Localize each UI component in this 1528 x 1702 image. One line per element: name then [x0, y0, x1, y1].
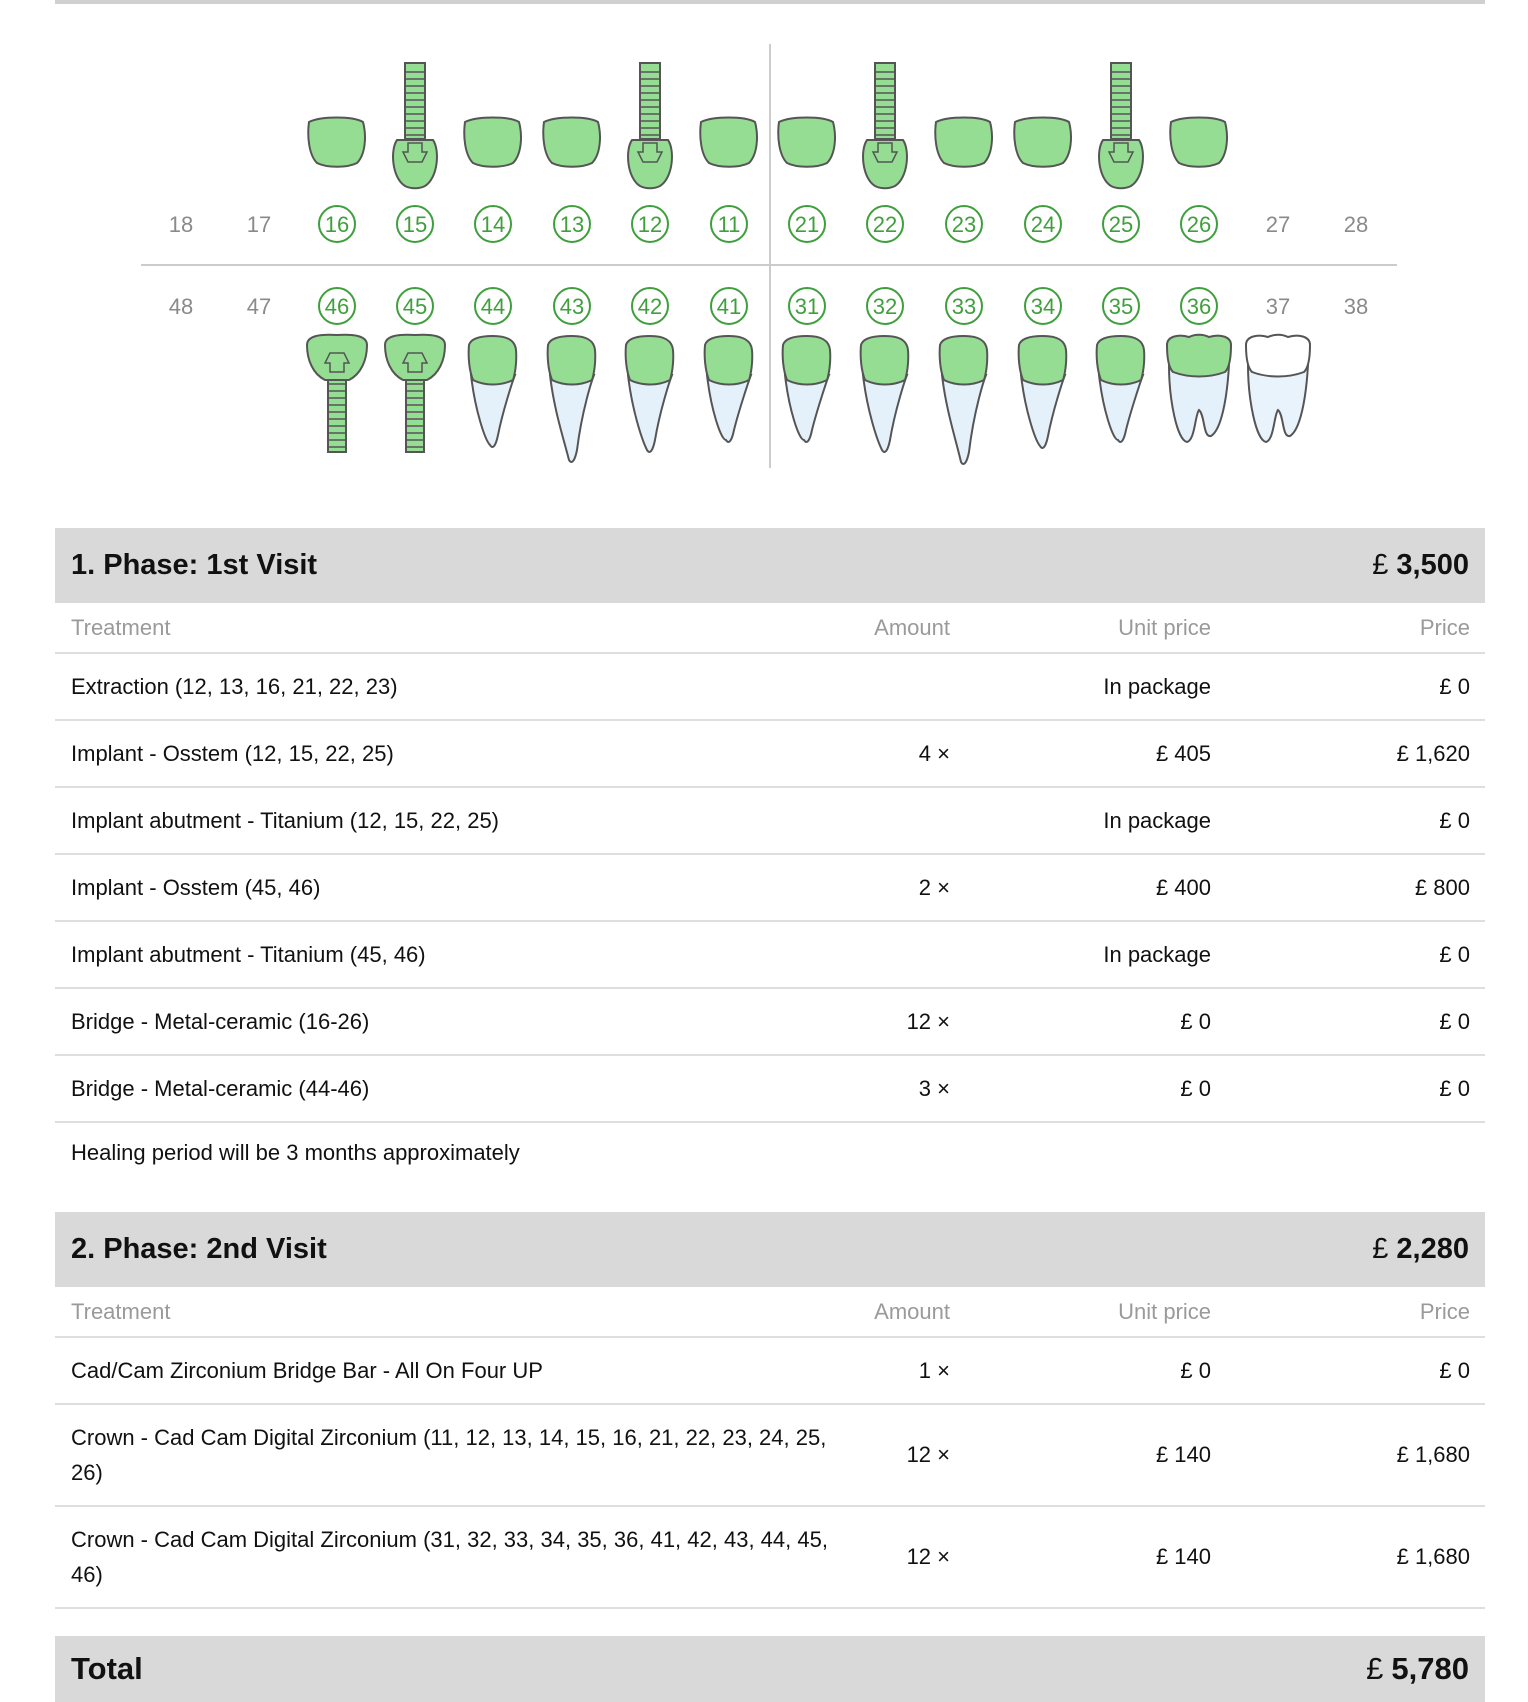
amount-cell: 12 ×	[906, 1544, 950, 1569]
phase-1-table-header	[55, 603, 1485, 654]
svg-text:17: 17	[246, 212, 272, 237]
treatment-name: Crown - Cad Cam Digital Zirconium (11, 12, 13, 14, 15, 16, 21, 22, 23, 24, 25, 26)	[71, 1425, 827, 1485]
svg-text:22: 22	[872, 212, 898, 237]
tooth-number-48	[169, 294, 193, 319]
tooth-35	[1097, 336, 1145, 442]
svg-text:18: 18	[168, 212, 194, 237]
col-unit-price: Unit price	[1118, 1298, 1211, 1324]
phase-1-note: Healing period will be 3 months approximately	[71, 1140, 520, 1165]
table-row	[55, 855, 1485, 922]
treatment-name: Crown - Cad Cam Digital Zirconium (31, 32, 33, 34, 35, 36, 41, 42, 43, 44, 45, 46)	[71, 1527, 828, 1587]
tooth-41	[705, 336, 753, 442]
tooth-31	[783, 336, 831, 442]
tooth-number-26	[1181, 206, 1217, 242]
total-label: Total	[71, 1651, 143, 1686]
phase-2-table-header	[55, 1287, 1485, 1338]
price-cell: £ 0	[1439, 941, 1470, 967]
col-unit-price: Unit price	[1118, 614, 1211, 640]
tooth-23	[935, 118, 992, 167]
total-value: £ 5,780	[1366, 1651, 1469, 1686]
tooth-number-32	[867, 288, 903, 324]
svg-text:25: 25	[1108, 212, 1134, 237]
tooth-number-17	[247, 212, 271, 237]
unit-price-cell: £ 400	[1155, 874, 1211, 900]
svg-text:13: 13	[559, 212, 585, 237]
phase-1-total: £ 3,500	[1372, 549, 1469, 581]
table-row	[55, 1338, 1485, 1405]
svg-text:12: 12	[637, 212, 663, 237]
svg-text:31: 31	[794, 294, 820, 319]
unit-price-cell: In package	[1103, 673, 1211, 699]
tooth-number-43	[554, 288, 590, 324]
amount-cell: 3 ×	[918, 1075, 950, 1101]
treatment-name: Bridge - Metal-ceramic (44-46)	[71, 1076, 370, 1101]
amount-cell: 1 ×	[918, 1357, 950, 1383]
tooth-number-28	[1344, 212, 1368, 237]
table-row	[55, 989, 1485, 1056]
table-row	[55, 1405, 1485, 1507]
tooth-number-36	[1181, 288, 1217, 324]
tooth-14	[464, 118, 521, 167]
svg-text:38: 38	[1343, 294, 1369, 319]
price-cell: £ 1,680	[1396, 1442, 1470, 1467]
col-treatment: Treatment	[71, 1299, 171, 1324]
tooth-36	[1167, 335, 1231, 442]
tooth-number-18	[169, 212, 193, 237]
tooth-45	[385, 335, 445, 452]
svg-text:46: 46	[324, 294, 350, 319]
tooth-number-23	[946, 206, 982, 242]
tooth-number-27	[1266, 212, 1290, 237]
amount-cell: 2 ×	[918, 874, 950, 900]
col-treatment: Treatment	[71, 615, 171, 640]
svg-text:23: 23	[951, 212, 977, 237]
tooth-37	[1246, 335, 1310, 442]
tooth-32	[861, 336, 909, 452]
tooth-21	[778, 118, 835, 167]
amount-cell: 12 ×	[906, 1442, 950, 1467]
tooth-number-47	[247, 294, 271, 319]
phase-2-header	[55, 1212, 1485, 1287]
svg-text:26: 26	[1186, 212, 1212, 237]
tooth-number-12	[632, 206, 668, 242]
svg-text:15: 15	[402, 212, 428, 237]
svg-text:33: 33	[951, 294, 977, 319]
tooth-number-38	[1344, 294, 1368, 319]
svg-text:36: 36	[1186, 294, 1212, 319]
table-row	[55, 1056, 1485, 1123]
price-cell: £ 1,680	[1396, 1544, 1470, 1569]
svg-text:47: 47	[246, 294, 272, 319]
col-price: Price	[1419, 1298, 1470, 1324]
phase-2-title: 2. Phase: 2nd Visit	[71, 1233, 327, 1265]
svg-text:41: 41	[716, 294, 742, 319]
tooth-43	[548, 336, 596, 462]
table-row	[55, 654, 1485, 721]
svg-text:42: 42	[637, 294, 663, 319]
treatment-name: Implant abutment - Titanium (12, 15, 22, 25)	[71, 808, 500, 833]
phase-1-header	[55, 528, 1485, 603]
tooth-13	[543, 118, 600, 167]
tooth-number-42	[632, 288, 668, 324]
col-amount: Amount	[874, 614, 950, 640]
unit-price-cell: £ 0	[1180, 1075, 1211, 1101]
svg-text:16: 16	[324, 212, 350, 237]
tooth-22	[863, 63, 907, 188]
price-cell: £ 0	[1439, 1008, 1470, 1034]
price-cell: £ 0	[1439, 1357, 1470, 1383]
svg-text:14: 14	[480, 212, 506, 237]
phase-2-total: £ 2,280	[1372, 1233, 1469, 1265]
price-cell: £ 0	[1439, 1075, 1470, 1101]
unit-price-cell: £ 0	[1180, 1357, 1211, 1383]
svg-text:35: 35	[1108, 294, 1134, 319]
amount-cell: 12 ×	[906, 1008, 950, 1034]
svg-text:43: 43	[559, 294, 585, 319]
treatment-name: Implant - Osstem (12, 15, 22, 25)	[71, 741, 394, 766]
treatment-name: Implant abutment - Titanium (45, 46)	[71, 942, 426, 967]
tooth-16	[308, 118, 365, 167]
unit-price-cell: £ 140	[1155, 1442, 1211, 1467]
svg-text:27: 27	[1265, 212, 1291, 237]
treatment-name: Cad/Cam Zirconium Bridge Bar - All On Four UP	[71, 1358, 543, 1383]
grand-total-bar	[55, 1636, 1485, 1702]
amount-cell: 4 ×	[918, 740, 950, 766]
tooth-number-44	[475, 288, 511, 324]
tooth-11	[700, 118, 757, 167]
svg-text:24: 24	[1030, 212, 1056, 237]
tooth-number-41	[711, 288, 747, 324]
svg-text:45: 45	[402, 294, 428, 319]
tooth-number-31	[789, 288, 825, 324]
tooth-15	[393, 63, 437, 188]
tooth-number-14	[475, 206, 511, 242]
tooth-33	[940, 336, 988, 464]
price-cell: £ 0	[1439, 673, 1470, 699]
price-cell: £ 1,620	[1396, 740, 1470, 766]
table-row	[55, 788, 1485, 855]
tooth-number-35	[1103, 288, 1139, 324]
svg-text:44: 44	[480, 294, 506, 319]
tooth-number-11	[711, 206, 747, 242]
tooth-number-24	[1025, 206, 1061, 242]
tooth-25	[1099, 63, 1143, 188]
tooth-number-13	[554, 206, 590, 242]
col-amount: Amount	[874, 1298, 950, 1324]
unit-price-cell: In package	[1103, 941, 1211, 967]
tooth-46	[307, 335, 367, 452]
col-price: Price	[1419, 614, 1470, 640]
tooth-number-37	[1266, 294, 1290, 319]
table-row	[55, 922, 1485, 989]
treatment-name: Implant - Osstem (45, 46)	[71, 875, 321, 900]
unit-price-cell: £ 140	[1155, 1544, 1211, 1569]
treatment-name: Bridge - Metal-ceramic (16-26)	[71, 1009, 370, 1034]
tooth-number-33	[946, 288, 982, 324]
tooth-number-34	[1025, 288, 1061, 324]
tooth-26	[1170, 118, 1227, 167]
tooth-42	[626, 336, 674, 452]
phase-1-title: 1. Phase: 1st Visit	[71, 549, 318, 581]
tooth-34	[1019, 336, 1067, 448]
unit-price-cell: In package	[1103, 807, 1211, 833]
unit-price-cell: £ 405	[1155, 740, 1211, 766]
tooth-number-22	[867, 206, 903, 242]
svg-text:32: 32	[872, 294, 898, 319]
table-row	[55, 1507, 1485, 1609]
tooth-number-21	[789, 206, 825, 242]
tooth-24	[1014, 118, 1071, 167]
tooth-number-16	[319, 206, 355, 242]
unit-price-cell: £ 0	[1180, 1008, 1211, 1034]
svg-text:11: 11	[717, 212, 741, 237]
price-cell: £ 0	[1439, 807, 1470, 833]
tooth-number-15	[397, 206, 433, 242]
tooth-number-46	[319, 288, 355, 324]
table-row	[55, 721, 1485, 788]
tooth-12	[628, 63, 672, 188]
svg-text:34: 34	[1030, 294, 1056, 319]
tooth-44	[469, 336, 517, 447]
svg-text:28: 28	[1343, 212, 1369, 237]
tooth-number-45	[397, 288, 433, 324]
svg-text:48: 48	[168, 294, 194, 319]
svg-text:21: 21	[794, 212, 820, 237]
tooth-chart	[0, 0, 1528, 490]
svg-text:37: 37	[1265, 294, 1291, 319]
price-cell: £ 800	[1414, 874, 1470, 900]
treatment-name: Extraction (12, 13, 16, 21, 22, 23)	[71, 674, 398, 699]
tooth-number-25	[1103, 206, 1139, 242]
